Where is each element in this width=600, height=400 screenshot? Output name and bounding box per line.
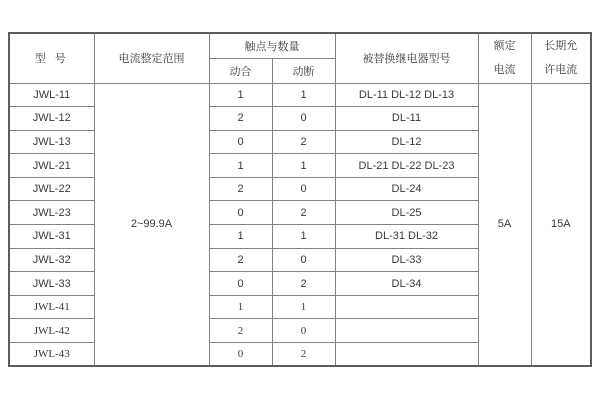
replaced-models-cell: DL-25: [335, 201, 478, 225]
contact-no-cell: 1: [209, 154, 272, 178]
contact-nc-cell: 2: [272, 130, 335, 154]
replaced-models-cell: [335, 343, 478, 367]
contact-no-cell: 0: [209, 201, 272, 225]
contact-no-cell: 1: [209, 225, 272, 249]
replaced-models-cell: DL-33: [335, 248, 478, 272]
header-long-term-line1: 长期允: [544, 40, 578, 53]
contact-no-cell: 1: [209, 295, 272, 319]
contact-nc-cell: 0: [272, 107, 335, 131]
header-contact-nc: 动断: [272, 58, 335, 83]
header-replaced-models: 被替换继电器型号: [335, 33, 478, 83]
contact-nc-cell: 2: [272, 201, 335, 225]
table-row: [9, 83, 591, 107]
model-cell: JWL-33: [9, 272, 94, 296]
contact-nc-cell: 1: [272, 295, 335, 319]
header-rated-current-line1: 额定: [493, 40, 516, 53]
model-cell: JWL-43: [9, 343, 94, 367]
contact-nc-cell: 1: [272, 154, 335, 178]
model-cell: JWL-23: [9, 201, 94, 225]
contact-no-cell: 0: [209, 343, 272, 367]
contact-nc-cell: 0: [272, 319, 335, 343]
contact-no-cell: 0: [209, 130, 272, 154]
model-cell: JWL-41: [9, 295, 94, 319]
contact-no-cell: 2: [209, 177, 272, 201]
model-cell: JWL-11: [9, 83, 94, 107]
contact-nc-cell: 1: [272, 83, 335, 107]
header-contact-no: 动合: [209, 58, 272, 83]
contact-no-cell: 0: [209, 272, 272, 296]
rated-current-cell: 5A: [478, 83, 531, 366]
model-cell: JWL-31: [9, 225, 94, 249]
replaced-models-cell: DL-21 DL-22 DL-23: [335, 154, 478, 178]
contact-nc-cell: 2: [272, 343, 335, 367]
replaced-models-cell: DL-24: [335, 177, 478, 201]
model-cell: JWL-22: [9, 177, 94, 201]
contact-nc-cell: 0: [272, 248, 335, 272]
replaced-models-cell: DL-11 DL-12 DL-13: [335, 83, 478, 107]
contact-no-cell: 2: [209, 248, 272, 272]
replaced-models-cell: [335, 295, 478, 319]
replaced-models-cell: DL-12: [335, 130, 478, 154]
header-row-1: [9, 33, 591, 58]
contact-no-cell: 2: [209, 107, 272, 131]
current-range-cell: 2~99.9A: [94, 83, 209, 366]
model-cell: JWL-12: [9, 107, 94, 131]
header-rated-current-line2: 电流: [493, 64, 516, 77]
header-long-term-line2: 许电流: [544, 64, 578, 77]
long-term-current-cell: 15A: [531, 83, 591, 366]
header-long-term-current: [531, 33, 591, 83]
contact-no-cell: 2: [209, 319, 272, 343]
contact-nc-cell: 2: [272, 272, 335, 296]
contact-nc-cell: 1: [272, 225, 335, 249]
contact-no-cell: 1: [209, 83, 272, 107]
header-contacts-group: 触点与数量: [209, 33, 335, 58]
model-cell: JWL-32: [9, 248, 94, 272]
model-cell: JWL-13: [9, 130, 94, 154]
header-current-range: 电流整定范围: [94, 33, 209, 83]
replaced-models-cell: DL-31 DL-32: [335, 225, 478, 249]
replaced-models-cell: DL-11: [335, 107, 478, 131]
replaced-models-cell: DL-34: [335, 272, 478, 296]
contact-nc-cell: 0: [272, 177, 335, 201]
header-rated-current: [478, 33, 531, 83]
replaced-models-cell: [335, 319, 478, 343]
relay-spec-table: [8, 32, 592, 367]
model-cell: JWL-21: [9, 154, 94, 178]
model-cell: JWL-42: [9, 319, 94, 343]
header-model: 型 号: [9, 33, 94, 83]
